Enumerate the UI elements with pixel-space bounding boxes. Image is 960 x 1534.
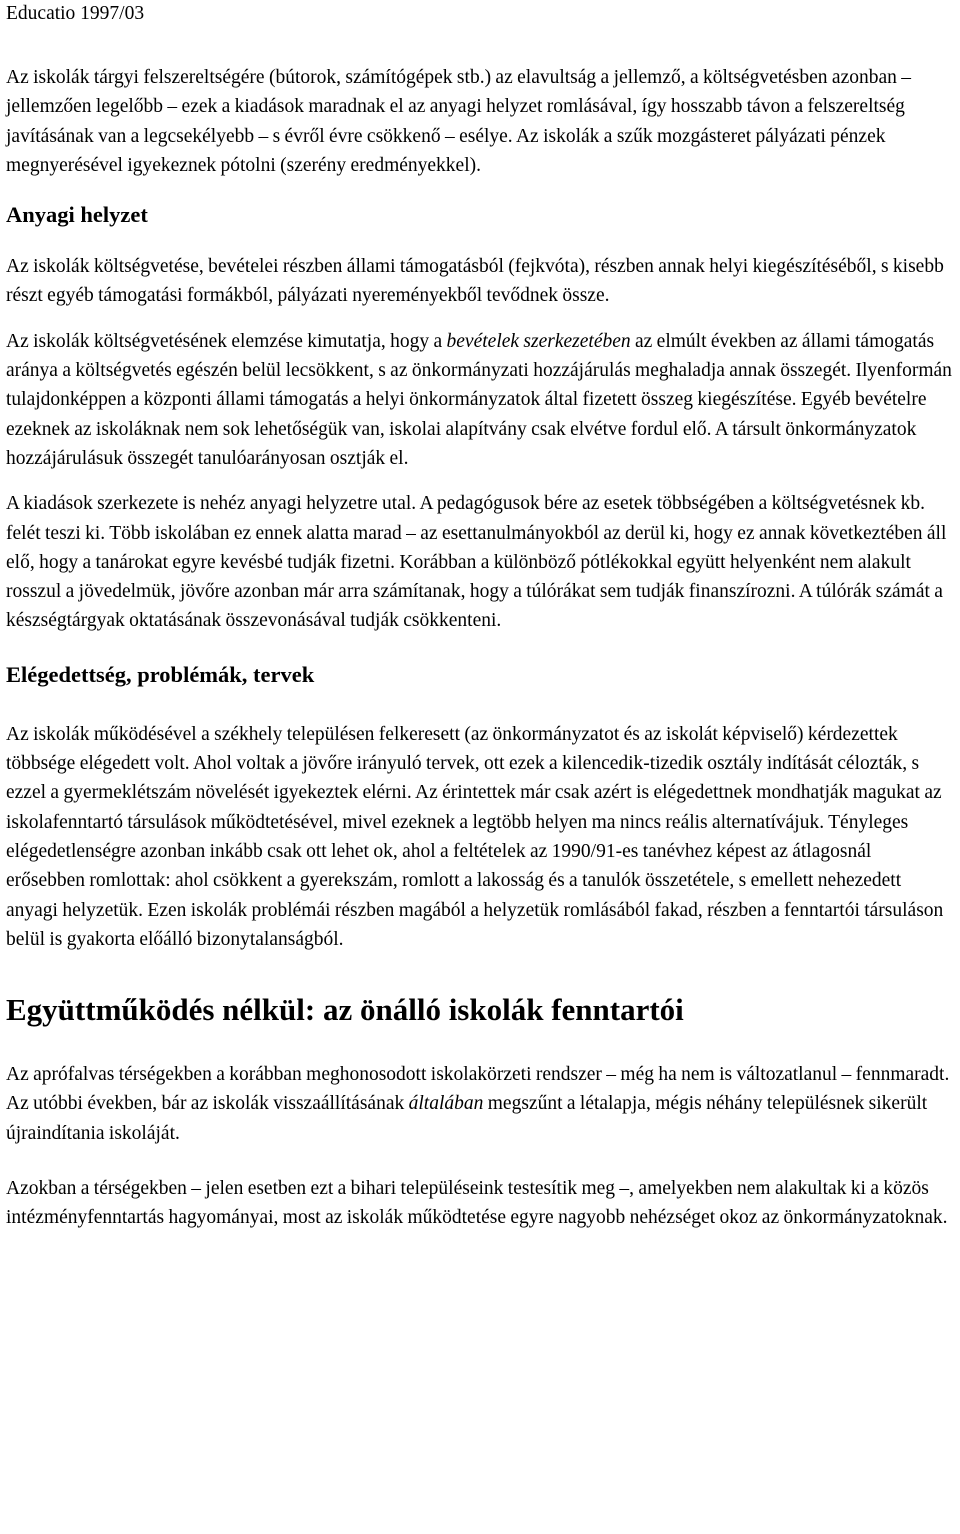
paragraph: A kiadások szerkezete is nehéz anyagi helyzetre utal. A pedagógusok bére az esetek többségében a költségvetésnek kb. felét teszi ki. Több iskolában ez ennek alatta marad – az esettanulmányokból az derül ki, hogy ez annak következtében áll elő, hogy a tanárokat egyre kevésbé tudják fizetni. Korábban a különböző pótlékokkal együtt helyenként nem alakult rosszul a jövedelmük, jövőre azonban már arra számítanak, hogy a túlórákat sem tudják finanszírozni. A túlórák számát a készségtárgyak oktatásának összevonásával tudják csökkenteni. <box>6 493 947 632</box>
paragraph <box>6 1060 954 1148</box>
section-heading-egyuttmukodes: Együttműködés nélkül: az önálló iskolák fenntartói <box>6 992 684 1028</box>
italic-text: általában <box>408 1093 484 1115</box>
intro-paragraph: Az iskolák tárgyi felszereltségére (bútorok, számítógépek stb.) az elavultság a jellemző, a költségvetésben azonban – jellemzően legelőbb – ezek a kiadások maradnak el az anyagi helyzet romlásával, így hosszabb távon a felszereltség javításának van a legcsekélyebb – s évről évre csökkenő – esélye. Az iskolák a szűk mozgásteret pályázati pénzek megnyerésével igyekeznek pótolni (szerény eredményekkel). <box>6 67 912 176</box>
text-run: megszűnt a létalapja, mégis néhány településnek sikerült újraindítania iskoláját. <box>6 1093 928 1144</box>
text-run: Az iskolák költségvetésének elemzése kimutatja, hogy a <box>6 330 447 352</box>
paragraph <box>6 327 954 473</box>
text-run: az elmúlt években az állami támogatás aránya a költségvetés egészén belül lecsökkent, s az önkormányzati hozzájárulás meghaladja annak összegét. Ilyenformán tulajdonképpen a központi állami támogatás a helyi önkormányzatok által fizetett összeg kiegészítése. Egyéb bevételre ezeknek az iskoláknak nem sok lehetőségük van, iskolai alapítvány csak elvétve fordul elő. A társult önkormányzatok hozzájárulásuk összegét tanulóarányosan osztják el. <box>6 330 952 469</box>
running-header: Educatio 1997/03 <box>6 3 145 24</box>
paragraph: Az iskolák működésével a székhely településen felkeresett (az önkormányzatot és az iskolát képviselő) kérdezettek többsége elégedett volt. Ahol voltak a jövőre irányuló tervek, ott ezek a kilencedik-tizedik osztály indítását célozták, s ezzel a gyermeklétszám növelését igyekeztek elérni. Az érintettek már csak azért is elégedettnek mondhatják magukat az iskolafenntartó társulások működtetésével, mivel ezeknek a legtöbb helyen ma nincs reális alternatívájuk. Tényleges elégedetlenségre azonban inkább csak ott lehet ok, ahol a feltételek az 1990/91-es tanévhez képest az átlagosnál erősebben romlottak: ahol csökkent a gyerekszám, romlott a lakosság és a tanulók összetétele, s emellett nehezedett anyagi helyzetük. Ezen iskolák problémái részben magából a helyzetük romlásából fakad, részben a fenntartói társuláson belül is gyakorta előálló bizonytalanságból. <box>6 723 944 950</box>
italic-text: bevételek szerkezetében <box>446 330 631 352</box>
text-run: Az aprófalvas térségekben a korábban meghonosodott iskolakörzeti rendszer – még ha nem is változatlanul – fennmaradt. Az utóbbi években, bár az iskolák visszaállításának <box>6 1064 950 1115</box>
paragraph: Az iskolák költségvetése, bevételei részben állami támogatásból (fejkvóta), részben annak helyi kiegészítéséből, s kisebb részt egyéb támogatási formákból, pályázati nyereményekből tevődnek össze. <box>6 256 944 307</box>
section-heading-anyagi-helyzet: Anyagi helyzet <box>6 202 148 228</box>
section-heading-elegedettseg: Elégedettség, problémák, tervek <box>6 661 315 687</box>
paragraph: Azokban a térségekben – jelen esetben ezt a bihari településeink testesítik meg –, amelyekben nem alakultak ki a közös intézményfenntartás hagyományai, most az iskolák működtetése egyre nagyobb nehézséget okoz az önkormányzatoknak. <box>6 1178 948 1229</box>
